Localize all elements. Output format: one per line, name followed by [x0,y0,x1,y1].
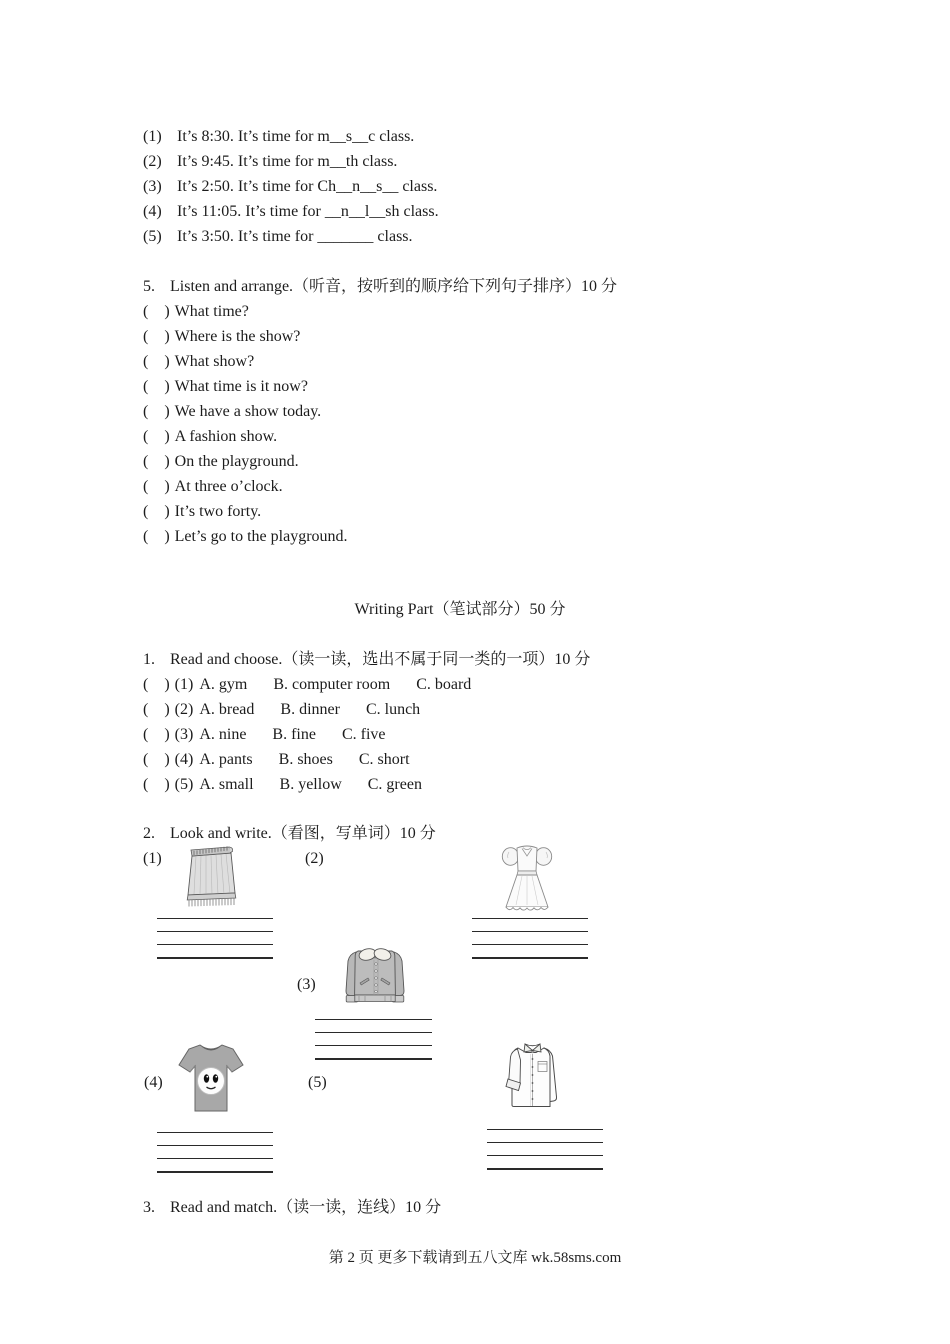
item-label-2: (2) [305,850,324,867]
fill-in-item [143,174,439,199]
option-c: C. lunch [365,701,421,718]
arrange-item [143,474,617,499]
fill-in-item [143,199,439,224]
item-label-1: (1) [143,850,162,867]
time-fill-in-list [143,124,439,249]
arrange-item [143,449,617,474]
fill-in-item [143,149,439,174]
answer-lines-5 [487,1129,603,1182]
arrange-item [143,299,617,324]
option-a: A. small [199,776,254,793]
answer-lines-3 [315,1019,432,1072]
option-a: A. bread [199,701,255,718]
answer-blank-parens: ( ) [143,478,170,495]
option-c: C. five [341,726,386,743]
answer-blank-parens: ( ) [143,403,170,420]
item-text: It’s 9:45. It’s time for m__th class. [177,153,398,170]
question-number: 3. [143,1199,155,1216]
answer-blank-parens: ( ) [143,676,170,693]
listen-arrange-section [143,274,617,549]
item-label-5: (5) [308,1074,327,1091]
arrange-item [143,374,617,399]
answer-blank-parens: ( ) [143,378,170,395]
answer-blank-parens: ( ) [143,503,170,520]
option-b: B. fine [272,726,316,743]
item-text: It’s 3:50. It’s time for _______ class. [177,228,413,245]
writing-part-heading: Writing Part（笔试部分）50 分 [354,601,566,618]
t-shirt-icon [177,1041,245,1117]
question-title: Listen and arrange.（听音，按听到的顺序给下列句子排序）10 分 [170,278,618,295]
sentence-text: We have a show today. [174,403,322,420]
answer-lines-4 [157,1132,273,1185]
read-match-heading [143,1195,441,1220]
answer-blank-parens: ( ) [143,453,170,470]
answer-blank-parens: ( ) [143,528,170,545]
answer-lines-2 [472,918,588,971]
option-a: A. gym [199,676,248,693]
answer-blank-parens: ( ) [143,726,170,743]
option-b: B. shoes [278,751,333,768]
fill-in-item [143,224,439,249]
question-number: 5. [143,278,155,295]
arrange-item [143,399,617,424]
item-number: (4) [143,203,162,220]
item-number: (2) [143,153,162,170]
read-choose-heading [143,647,590,672]
arrange-item [143,499,617,524]
item-number: (3) [174,726,194,743]
question-title: Look and write.（看图，写单词）10 分 [170,825,436,842]
sentence-text: Where is the show? [174,328,301,345]
option-b: B. yellow [279,776,342,793]
item-number: (1) [174,676,194,693]
item-number: (5) [174,776,194,793]
dress-icon [501,843,553,915]
item-text: It’s 2:50. It’s time for Ch__n__s__ class. [177,178,438,195]
sentence-text: A fashion show. [174,428,278,445]
item-number: (2) [174,701,194,718]
option-a: A. pants [199,751,253,768]
answer-blank-parens: ( ) [143,776,170,793]
arrange-item [143,524,617,549]
choice-item [143,772,590,797]
sentence-text: On the playground. [174,453,299,470]
sentence-text: At three o’clock. [174,478,283,495]
page-footer: 第 2 页 更多下载请到五八文库 wk.58sms.com [328,1250,622,1266]
look-write-heading [143,821,436,846]
arrange-sentence-list [143,299,617,549]
option-c: C. board [416,676,472,693]
item-text: It’s 8:30. It’s time for m__s__c class. [177,128,415,145]
arrange-item [143,424,617,449]
sentence-text: What time is it now? [174,378,308,395]
answer-blank-parens: ( ) [143,303,170,320]
question-number: 1. [143,651,155,668]
question-number: 2. [143,825,155,842]
answer-blank-parens: ( ) [143,353,170,370]
option-c: C. green [367,776,422,793]
question-title: Read and match.（读一读，连线）10 分 [170,1199,442,1216]
choice-list [143,672,590,797]
sentence-text: It’s two forty. [174,503,262,520]
jacket-icon [343,939,407,1008]
item-label-4: (4) [144,1074,163,1091]
answer-blank-parens: ( ) [143,701,170,718]
option-c: C. short [358,751,410,768]
choice-item [143,747,590,772]
item-number: (4) [174,751,194,768]
item-label-3: (3) [297,976,316,993]
item-number: (3) [143,178,162,195]
answer-blank-parens: ( ) [143,328,170,345]
skirt-icon [184,845,238,908]
shirt-icon [503,1040,562,1114]
arrange-item [143,349,617,374]
read-choose-section [143,647,590,797]
listen-arrange-heading [143,274,617,299]
answer-lines-1 [157,918,273,971]
choice-item [143,697,590,722]
item-number: (5) [143,228,162,245]
answer-blank-parens: ( ) [143,428,170,445]
sentence-text: Let’s go to the playground. [174,528,348,545]
item-text: It’s 11:05. It’s time for __n__l__sh class. [177,203,439,220]
question-title: Read and choose.（读一读，选出不属于同一类的一项）10 分 [170,651,591,668]
option-a: A. nine [199,726,247,743]
sentence-text: What time? [174,303,249,320]
item-number: (1) [143,128,162,145]
choice-item [143,722,590,747]
answer-blank-parens: ( ) [143,751,170,768]
option-b: B. computer room [273,676,391,693]
sentence-text: What show? [174,353,255,370]
choice-item [143,672,590,697]
arrange-item [143,324,617,349]
option-b: B. dinner [280,701,340,718]
fill-in-item [143,124,439,149]
